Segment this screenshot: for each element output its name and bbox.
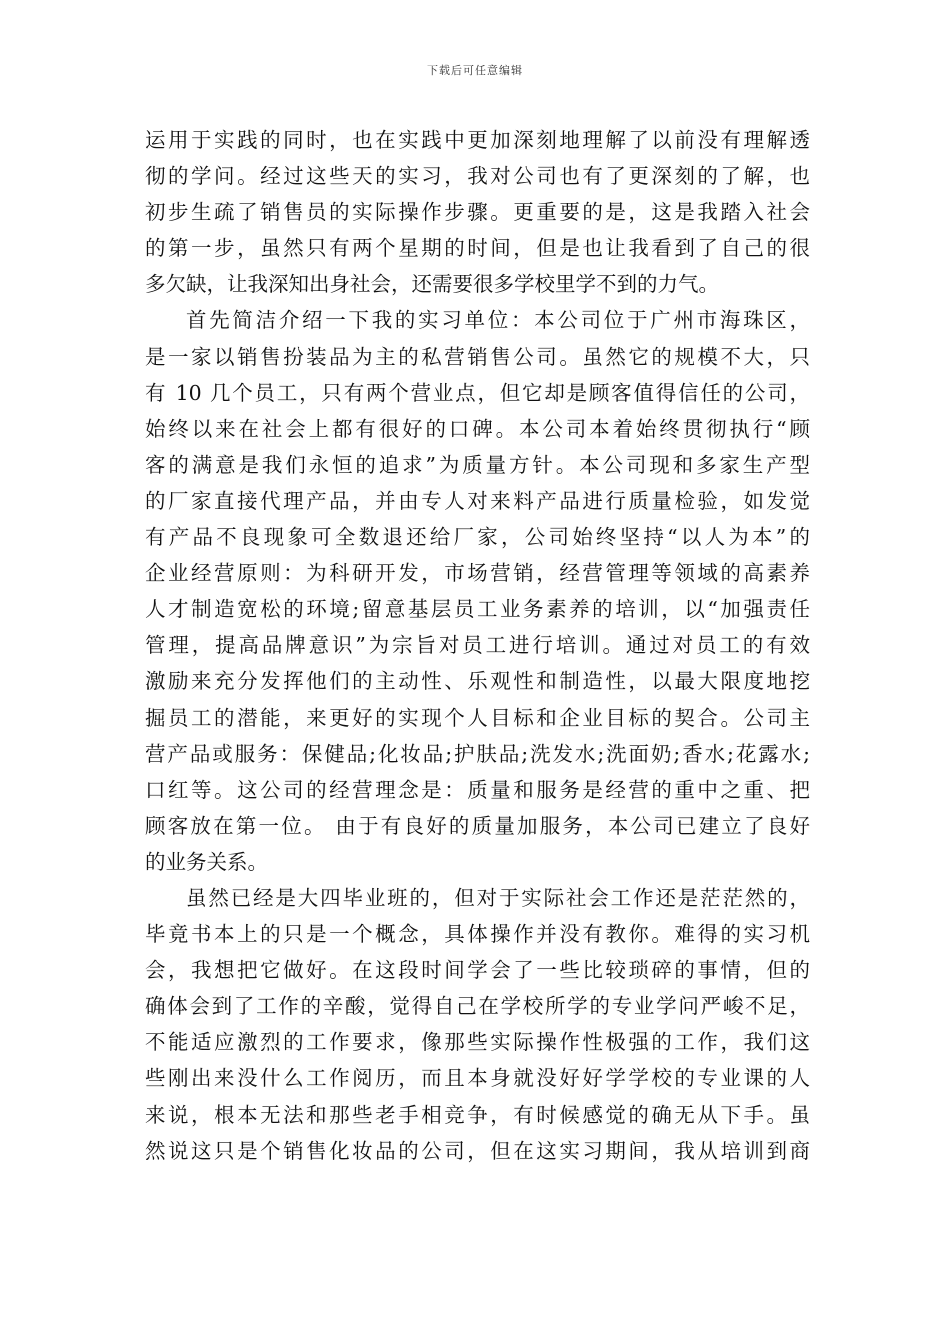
paragraph-line: 顾客放在第一位。 由于有良好的质量加服务，本公司已建立了良好	[145, 813, 810, 838]
paragraph-line: 运用于实践的同时，也在实践中更加深刻地理解了以前没有理解透	[145, 128, 810, 152]
paragraph-line: 营产品或服务：保健品;化妆品;护肤品;洗发水;洗面奶;香水;花露水;	[145, 741, 810, 766]
paragraph-line: 口红等。这公司的经营理念是：质量和服务是经营的重中之重、把	[145, 777, 810, 802]
paragraph-line: 始终以来在社会上都有很好的口碑。本公司本着始终贯彻执行“顾	[145, 416, 810, 441]
paragraph-line: 管理，提高品牌意识”为宗旨对员工进行培训。通过对员工的有效	[145, 633, 810, 658]
paragraph-line: 初步生疏了销售员的实际操作步骤。更重要的是，这是我踏入社会	[145, 200, 810, 225]
paragraph-line: 毕竟书本上的只是一个概念，具体操作并没有教你。难得的实习机	[145, 922, 810, 947]
paragraph-line: 是一家以销售扮装品为主的私营销售公司。虽然它的规模不大，只	[145, 344, 810, 369]
paragraph-line: 来说，根本无法和那些老手相竞争，有时候感觉的确无从下手。虽	[145, 1102, 810, 1127]
paragraph-line: 然说这只是个销售化妆品的公司，但在这实习期间，我从培训到商	[145, 1138, 810, 1163]
paragraph-line: 首先简洁介绍一下我的实习单位：本公司位于广州市海珠区，	[186, 308, 810, 333]
paragraph-line: 客的满意是我们永恒的追求”为质量方针。本公司现和多家生产型	[145, 452, 810, 477]
paragraph-line: 有产品不良现象可全数退还给厂家，公司始终坚持“以人为本”的	[145, 525, 810, 550]
paragraph-line: 会，我想把它做好。在这段时间学会了一些比较琐碎的事情，但的	[145, 958, 810, 983]
paragraph-line: 的第一步，虽然只有两个星期的时间，但是也让我看到了自己的很	[145, 236, 810, 261]
paragraph	[145, 302, 810, 880]
paragraph-line: 有 10 几个员工，只有两个营业点，但它却是顾客值得信任的公司，	[145, 380, 810, 405]
paragraph-line: 掘员工的潜能，来更好的实现个人目标和企业目标的契合。公司主	[145, 705, 810, 730]
paragraph	[145, 880, 810, 1169]
paragraph	[145, 122, 810, 302]
document-body	[145, 122, 810, 1169]
paragraph-line: 的业务关系。	[145, 849, 268, 874]
paragraph-line: 多欠缺，让我深知出身社会，还需要很多学校里学不到的力气。	[145, 272, 719, 297]
paragraph-line: 不能适应激烈的工作要求，像那些实际操作性极强的工作，我们这	[145, 1030, 810, 1055]
paragraph-line: 些刚出来没什么工作阅历，而且本身就没好好学学校的专业课的人	[145, 1066, 810, 1091]
paragraph-line: 确体会到了工作的辛酸，觉得自己在学校所学的专业学问严峻不足，	[145, 994, 810, 1019]
paragraph-line: 激励来充分发挥他们的主动性、乐观性和制造性，以最大限度地挖	[145, 669, 810, 694]
paragraph-line: 彻的学问。经过这些天的实习，我对公司也有了更深刻的了解，也	[145, 164, 810, 189]
paragraph-line: 的厂家直接代理产品，并由专人对来料产品进行质量检验，如发觉	[145, 488, 810, 513]
paragraph-line: 企业经营原则：为科研开发，市场营销，经营管理等领域的高素养	[145, 561, 810, 586]
paragraph-line: 虽然已经是大四毕业班的，但对于实际社会工作还是茫茫然的，	[186, 885, 810, 910]
paragraph-line: 人才制造宽松的环境;留意基层员工业务素养的培训，以“加强责任	[145, 597, 810, 622]
page-header: 下载后可任意编辑	[427, 64, 523, 77]
